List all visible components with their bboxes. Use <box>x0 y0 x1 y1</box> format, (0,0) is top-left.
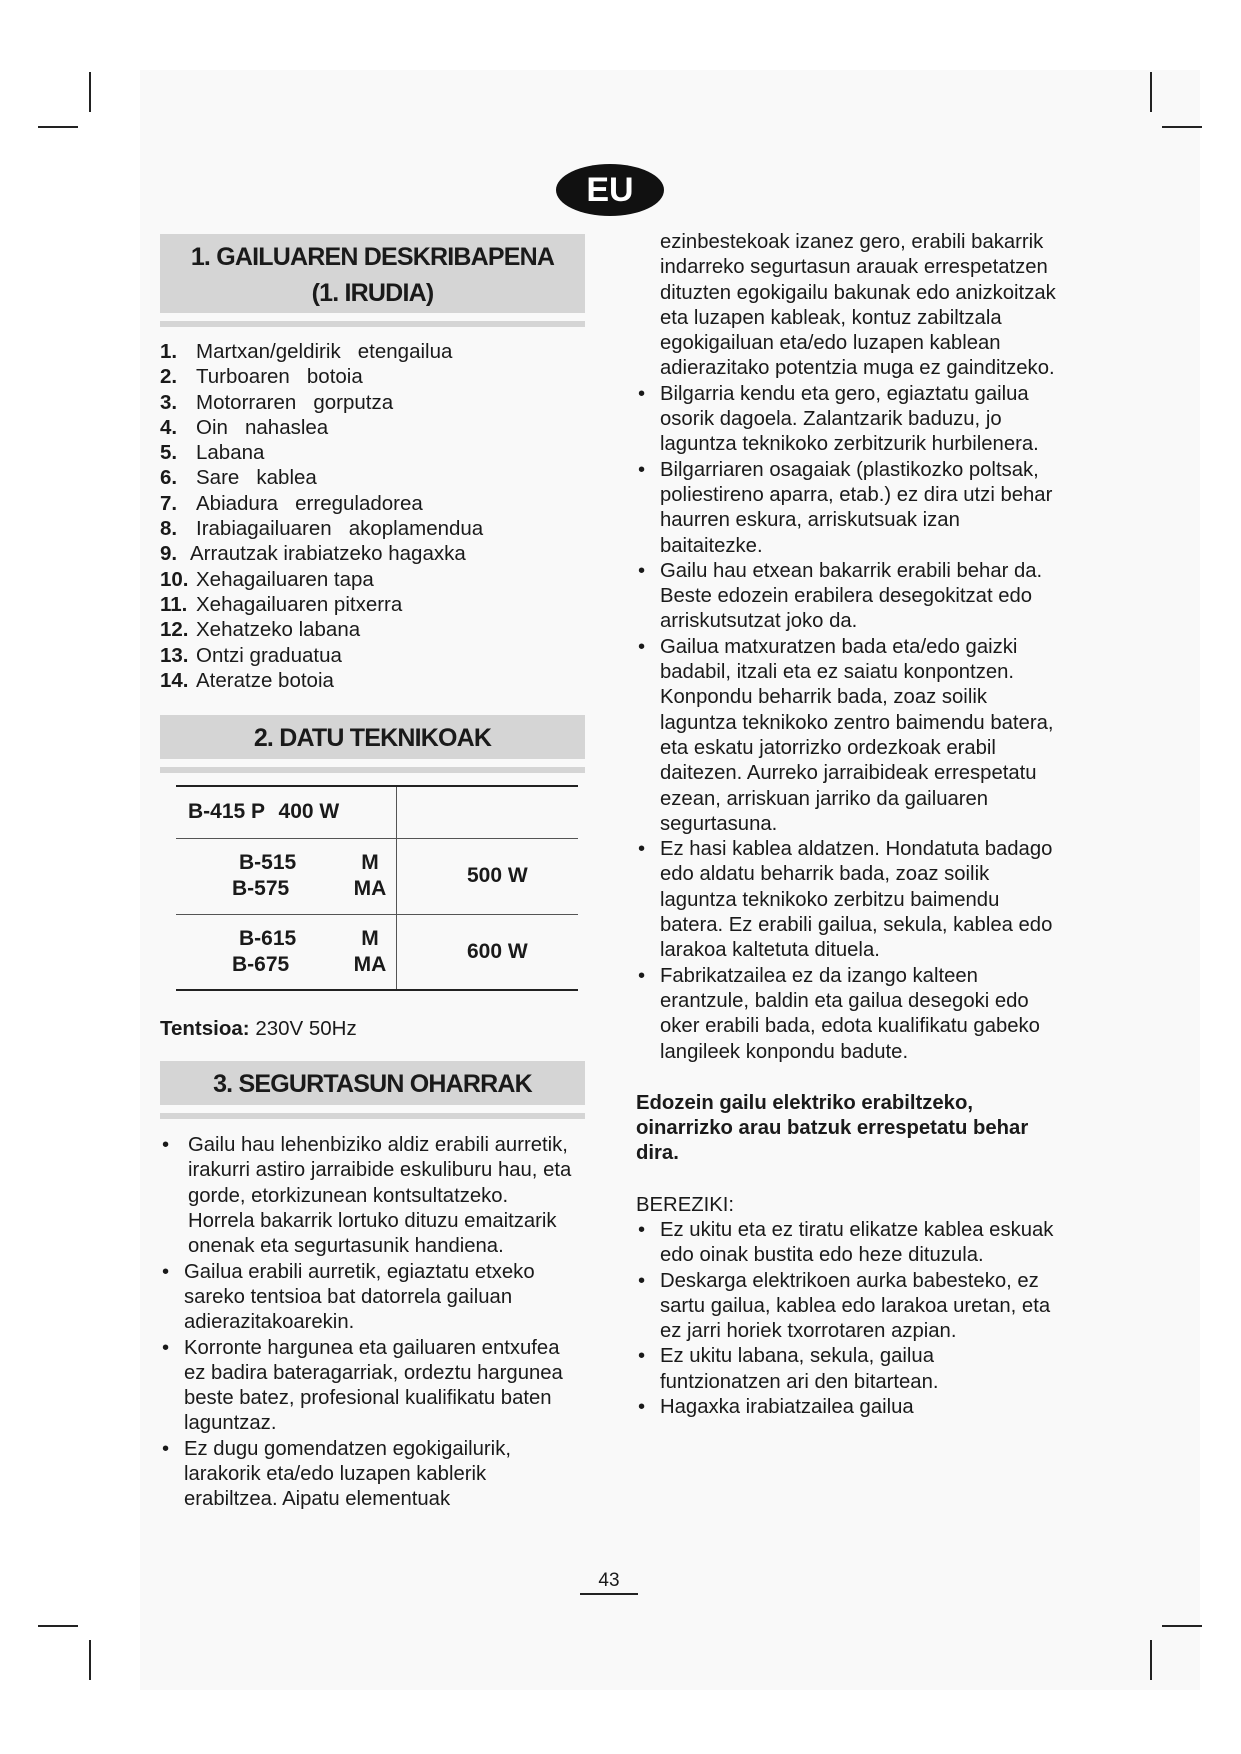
left-column <box>160 234 585 1513</box>
crop-mark <box>89 1640 91 1680</box>
list-item: 10. Xehagailuaren tapa <box>160 567 374 591</box>
list-item-continuation: ezinbestekoak izanez gero, erabili bakarrik indarreko segurtasun arauak errespetatzen dituzten egokigailu bakunak edo anizkoitzak eta luzapen kableak, kontuz zabiltzala egokigailuan eta/edo luzapen kablean adierazitako potentzia muga ez gainditzeko. <box>660 231 1056 380</box>
section1-subtitle: (1. IRUDIA) <box>311 279 434 307</box>
list-item: 9. Arrautzak irabiatzeko hagaxka <box>160 542 466 566</box>
section3-title: 3. SEGURTASUN OHARRAK <box>160 1061 585 1105</box>
model-label: B-415 P <box>188 800 265 824</box>
list-item: 14. Ateratze botoia <box>160 668 334 692</box>
model-label: B-515 <box>239 851 297 875</box>
model-label: B-675 <box>232 952 290 976</box>
model-label: B-575 <box>232 877 290 901</box>
list-item: • Ez ukitu eta ez tiratu elikatze kablea eskuak edo oinak bustita edo heze dituzula. <box>636 1218 1056 1269</box>
model-suffix: MA <box>353 877 387 901</box>
voltage-label: Tentsioa: <box>160 1017 250 1041</box>
section3-heading <box>160 1061 585 1119</box>
power-label: 400 W <box>278 800 340 824</box>
power-label: 500 W <box>467 864 528 888</box>
list-item: 2. Turboaren botoia <box>160 365 363 389</box>
list-item: • Gailu hau etxean bakarrik erabili behar da. Beste edozein erabilera desegokitzat edo arriskutsutzat joko da. <box>636 559 1056 635</box>
list-item: 11. Xehagailuaren pitxerra <box>160 592 403 616</box>
list-item: • Hagaxka irabiatzailea gailua <box>636 1395 1056 1420</box>
list-item: • Gailu hau lehenbiziko aldiz erabili aurretik, irakurri astiro jarraibide eskuliburu hau, eta gorde, etorkizunean kontsultatzeko. Horrela bakarrik lortuko dituzu emaitzarik onenak eta segurtasunik handiena. <box>160 1133 580 1259</box>
list-item: • Bilgarriaren osagaiak (plastikozko poltsak, poliestireno aparra, etab.) ez dira utzi behar haurren eskura, arriskutsuak izan baitaitezke. <box>636 458 1056 559</box>
model-suffix: M <box>361 926 379 950</box>
safety-list-right <box>636 230 1056 1065</box>
heading-rule <box>160 767 585 773</box>
list-item: 12. Xehatzeko labana <box>160 618 361 642</box>
technical-data-table <box>176 785 578 991</box>
list-item: 6. Sare kablea <box>160 466 317 490</box>
crop-mark <box>1150 72 1152 112</box>
crop-mark <box>89 72 91 112</box>
table-row <box>176 914 578 990</box>
list-item: • Fabrikatzailea ez da izango kalteen erantzule, baldin eta gailua desegoki edo oker erabili bada, edota kualifikatu gabeko langileek konpondu badute. <box>636 964 1056 1065</box>
list-item: 5. Labana <box>160 441 265 465</box>
crop-mark <box>1150 1640 1152 1680</box>
special-heading: BEREZIKI: <box>636 1193 735 1216</box>
list-item: 3. Motorraren gorputza <box>160 390 394 414</box>
section1-heading <box>160 234 585 327</box>
parts-list <box>160 339 585 693</box>
list-item: • Korronte hargunea eta gailuaren entxufea ez badira bateragarriak, ordeztu hargunea beste batez, profesional kualifikatu baten laguntzaz. <box>160 1336 580 1437</box>
bold-note: Edozein gailu elektriko erabiltzeko, oinarrizko arau batzuk errespetatu behar dira. <box>636 1091 1029 1165</box>
special-list <box>636 1218 1056 1420</box>
list-item: 13. Ontzi graduatua <box>160 643 342 667</box>
model-label: B-615 <box>239 926 297 950</box>
list-item: 1. Martxan/geldirik etengailua <box>160 340 453 363</box>
crop-mark <box>1162 1625 1202 1627</box>
list-item: • Ez dugu gomendatzen egokigailurik, larakorik eta/edo luzapen kablerik erabiltzea. Aipatu elementuak <box>160 1437 580 1513</box>
model-suffix: MA <box>353 952 387 976</box>
power-label: 600 W <box>467 939 528 963</box>
list-item: • Bilgarria kendu eta gero, egiaztatu gailua osorik dagoela. Zalantzarik baduzu, jo laguntza teknikoko zerbitzurik hurbilenera. <box>636 382 1056 458</box>
list-item: • Ez hasi kablea aldatzen. Hondatuta badago edo aldatu beharrik bada, zoaz soilik laguntza teknikoko zerbitzu baimendu batera. Ez erabili gailua, sekula, kablea edo larakoa kaltetuta dituela. <box>636 837 1056 963</box>
voltage-value: 230V 50Hz <box>255 1017 357 1041</box>
voltage-line <box>160 1017 585 1041</box>
list-item: • Gailua matxuratzen bada eta/edo gaizki badabil, itzali eta ez saiatu konpontzen. Konpondu beharrik bada, zoaz soilik laguntza teknikoko zentro baimendu batera, eta eskatu jatorrizko ordezkoak erabil daitezen. Aurreko jarraibideak errespetatu ezean, arriskuan jarriko da gailuaren segurtasuna. <box>636 635 1056 837</box>
crop-mark <box>38 1625 78 1627</box>
section2-heading <box>160 715 585 773</box>
table-row <box>176 786 578 838</box>
list-item: 8. Irabiagailuaren akoplamendua <box>160 517 484 541</box>
section1-title: 1. GAILUAREN DESKRIBAPENA <box>190 243 555 271</box>
crop-mark <box>1162 126 1202 128</box>
list-item: 4. Oin nahaslea <box>160 415 329 439</box>
list-item: • Gailua erabili aurretik, egiaztatu etxeko sareko tentsioa bat datorrela gailuan adierazitakoarekin. <box>160 1260 580 1336</box>
language-badge: EU <box>556 164 664 216</box>
list-item: 7. Abiadura erreguladorea <box>160 491 423 515</box>
list-item: • Ez ukitu labana, sekula, gailua funtzionatzen ari den bitartean. <box>636 1344 1056 1395</box>
heading-rule <box>160 1113 585 1119</box>
list-item: • Deskarga elektrikoen aurka babesteko, ez sartu gailua, kablea edo larakoa uretan, eta ez jarri horiek txorrotaren azpian. <box>636 1269 1056 1345</box>
page-number: 43 <box>580 1570 638 1595</box>
safety-list-left <box>160 1133 580 1512</box>
heading-rule <box>160 321 585 327</box>
crop-mark <box>38 126 78 128</box>
section2-title: 2. DATU TEKNIKOAK <box>160 715 585 759</box>
model-suffix: M <box>361 851 379 875</box>
right-column <box>636 230 1056 1420</box>
table-row <box>176 838 578 914</box>
